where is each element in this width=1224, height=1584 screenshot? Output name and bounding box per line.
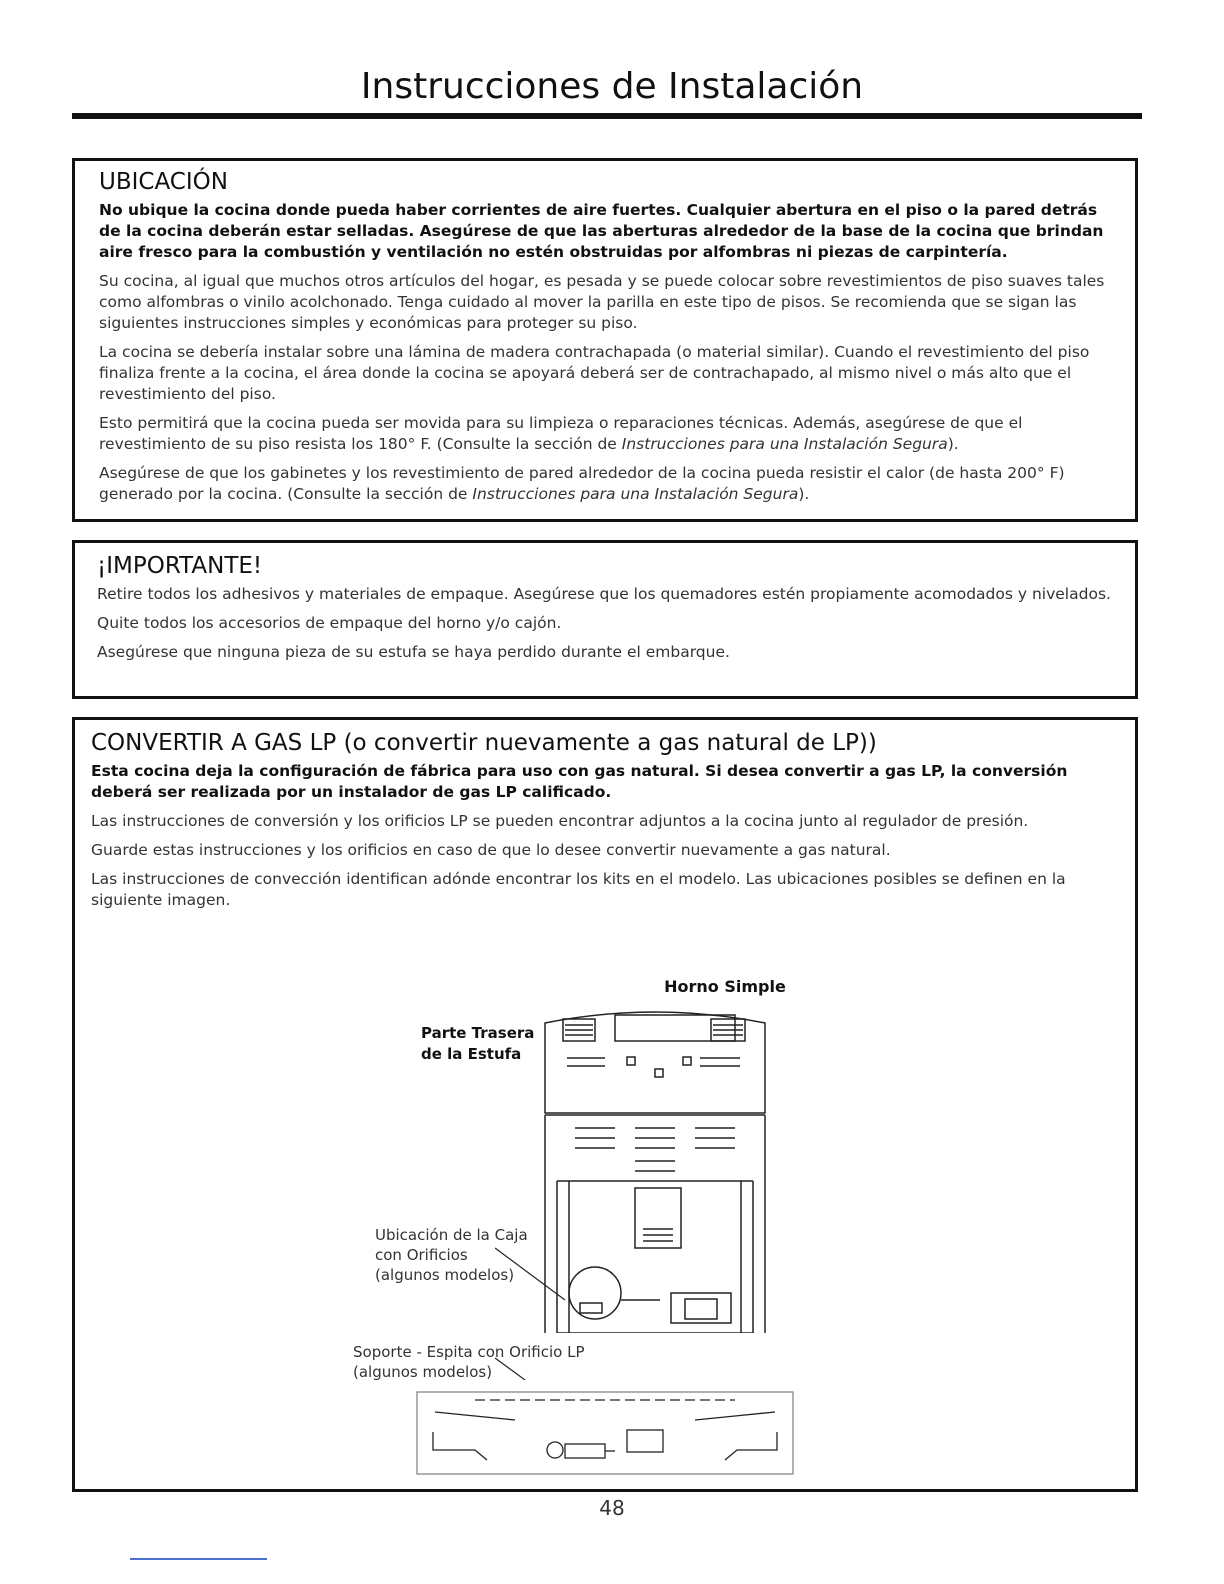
convertir-warning: Esta cocina deja la configuración de fábrica para uso con gas natural. Si desea convertir a gas LP, la conversión deberá ser realizada por un instalador de gas LP calificado. (91, 762, 1068, 801)
label-box-line-2: con Orificios (375, 1246, 468, 1264)
text-span: Asegúrese de que los gabinetes y los revestimiento de pared alrededor de la cocina pueda resistir el calor (de hasta 200° F) generado por la cocina. (Consulte la sección de (99, 464, 1065, 503)
convertir-heading: CONVERTIR A GAS LP (o convertir nuevamente a gas natural de LP)) (91, 730, 877, 756)
convertir-section (72, 717, 1138, 1492)
ubicacion-paragraph-3 (99, 413, 1113, 455)
text-span: ). (798, 485, 810, 503)
convertir-paragraph-3: Las instrucciones de convección identifican adónde encontrar los kits en el modelo. Las ubicaciones posibles se definen en la siguiente imagen. (91, 870, 1066, 909)
safe-install-reference: Instrucciones para una Instalación Segura (621, 435, 948, 453)
safe-install-reference: Instrucciones para una Instalación Segura (472, 485, 799, 503)
importante-heading: ¡IMPORTANTE! (97, 553, 263, 579)
label-support-line-1: Soporte - Espita con Orificio LP (353, 1343, 585, 1361)
ubicacion-warning: No ubique la cocina donde pueda haber corrientes de aire fuertes. Cualquier abertura en el piso o la pared detrás de la cocina deberán estar selladas. Asegúrese de que las aberturas alrededor de la base de la cocina que brindan aire fresco para la combustión y ventilación no estén obstruidas por alfombras ni piezas de carpintería. (99, 201, 1104, 261)
importante-paragraph-2: Quite todos los accesorios de empaque del horno y/o cajón. (97, 614, 562, 632)
callout-arrows (495, 1240, 595, 1380)
label-box-line-1: Ubicación de la Caja (375, 1226, 528, 1244)
label-box-line-3: (algunos modelos) (375, 1266, 515, 1284)
convertir-paragraph-1: Las instrucciones de conversión y los orificios LP se pueden encontrar adjuntos a la cocina junto al regulador de presión. (91, 812, 1029, 830)
label-back-line-1: Parte Trasera (421, 1024, 535, 1042)
importante-section (72, 540, 1138, 699)
text-span: ). (947, 435, 959, 453)
ubicacion-heading: UBICACIÓN (99, 169, 228, 195)
text-span: Esto permitirá que la cocina pueda ser movida para su limpieza o reparaciones técnicas. Además, asegúrese de que el revestimiento de su piso resista los 180° F. (Consulte la sección de (99, 414, 1023, 453)
title-rule (72, 113, 1142, 119)
page-title: Instrucciones de Instalación (360, 66, 864, 107)
ubicacion-paragraph-1: Su cocina, al igual que muchos otros artículos del hogar, es pesada y se puede colocar sobre revestimientos de piso suaves tales como alfombras o vinilo acolchonado. Tenga cuidado al mover la parilla en este tipo de pisos. Se recomienda que se sigan las siguientes instrucciones simples y económicas para proteger su piso. (99, 272, 1105, 332)
page-number: 48 (599, 1496, 625, 1520)
label-support-line-2: (algunos modelos) (353, 1363, 493, 1381)
label-back-line-2: de la Estufa (421, 1045, 522, 1063)
ubicacion-paragraph-4 (99, 463, 1113, 505)
convertir-paragraph-2: Guarde estas instrucciones y los orificios en caso de que lo desee convertir nuevamente a gas natural. (91, 841, 891, 859)
figure-title: Horno Simple (664, 977, 786, 996)
importante-paragraph-3: Asegúrese que ninguna pieza de su estufa se haya perdido durante el embarque. (97, 643, 730, 661)
footer-line (130, 1558, 267, 1560)
ubicacion-section (72, 158, 1138, 522)
importante-paragraph-1: Retire todos los adhesivos y materiales de empaque. Asegúrese que los quemadores estén propiamente acomodados y nivelados. (97, 585, 1111, 603)
ubicacion-paragraph-2: La cocina se debería instalar sobre una lámina de madera contrachapada (o material similar). Cuando el revestimiento del piso finaliza frente a la cocina, el área donde la cocina se apoyará deberá ser de contrachapado, al mismo nivel o más alto que el revestimiento del piso. (99, 343, 1090, 403)
support-detail-diagram (415, 1390, 795, 1476)
